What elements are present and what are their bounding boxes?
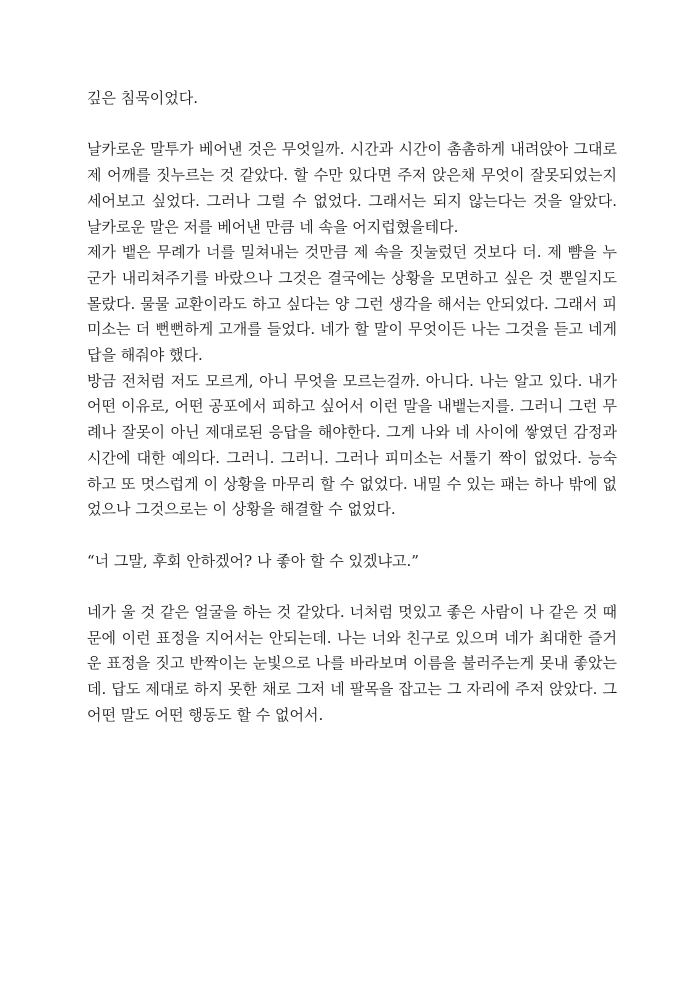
blank-line — [87, 112, 617, 138]
paragraph-closing: 네가 울 것 같은 얼굴을 하는 것 같았다. 너처럼 멋있고 좋은 사람이 나 같은 것 때문에 이런 표정을 지어서는 안되는데. 나는 너와 친구로 있으며 네가 최대한 즐거운 표정을 짓고 반짝이는 눈빛으로 나를 바라보며 이름을 불러주는게 못내 좋았는데. 답도 제대로 하지 못한 채로 그저 네 팔목을 잡고는 그 자리에 주저 앉았다. 그 어떤 말도 어떤 행동도 할 수 없어서. — [87, 603, 617, 724]
blank-line — [87, 574, 617, 600]
paragraph-opening: 깊은 침묵이었다. — [87, 89, 198, 107]
paragraph-rudeness: 제가 뱉은 무례가 너를 밀쳐내는 것만큼 제 속을 짓눌렀던 것보다 더. 제 뺨을 누군가 내리쳐주기를 바랐으나 그것은 결국에는 상황을 모면하고 싶은 것 뿐일지도 몰랐다. 물물 교환이라도 하고 싶다는 양 그런 생각을 해서는 안되었다. 그래서 피미소는 더 뻔뻔하게 고개를 들었다. 네가 할 말이 무엇이든 나는 그것을 듣고 네게 답을 해줘야 했다. — [87, 243, 617, 365]
paragraph-dialogue: “너 그말, 후회 안하겠어? 나 좋아 할 수 있겠냐고.” — [87, 551, 419, 570]
paragraph-sharp-words: 날카로운 말투가 베어낸 것은 무엇일까. 시간과 시간이 촘촘하게 내려앉아 그대로 제 어깨를 짓누르는 것 같았다. 할 수만 있다면 주저 앉은채 무엇이 잘못되었는지 세어보고 싶었다. 그러나 그럴 수 없었다. 그래서는 되지 않는다는 것을 알았다. 날카로운 말은 저를 베어낸 만큼 네 속을 어지럽혔을테다. — [87, 140, 617, 236]
blank-line — [87, 523, 617, 549]
document-body — [87, 86, 617, 729]
paragraph-response: 방금 전처럼 저도 모르게, 아니 무엇을 모르는걸까. 아니다. 나는 알고 있다. 내가 어떤 이유로, 어떤 공포에서 피하고 싶어서 이런 말을 내뱉는지를. 그러니 그런 무례나 잘못이 아닌 제대로된 응답을 해야한다. 그게 나와 네 사이에 쌓였던 감정과 시간에 대한 예의다. 그러니. 그러니. 그러나 피미소는 서툴기 짝이 없었다. 능숙하고 또 멋스럽게 이 상황을 마무리 할 수 없었다. 내밀 수 있는 패는 하나 밖에 없었으나 그것으로는 이 상황을 해결할 수 없었다. — [87, 371, 617, 519]
